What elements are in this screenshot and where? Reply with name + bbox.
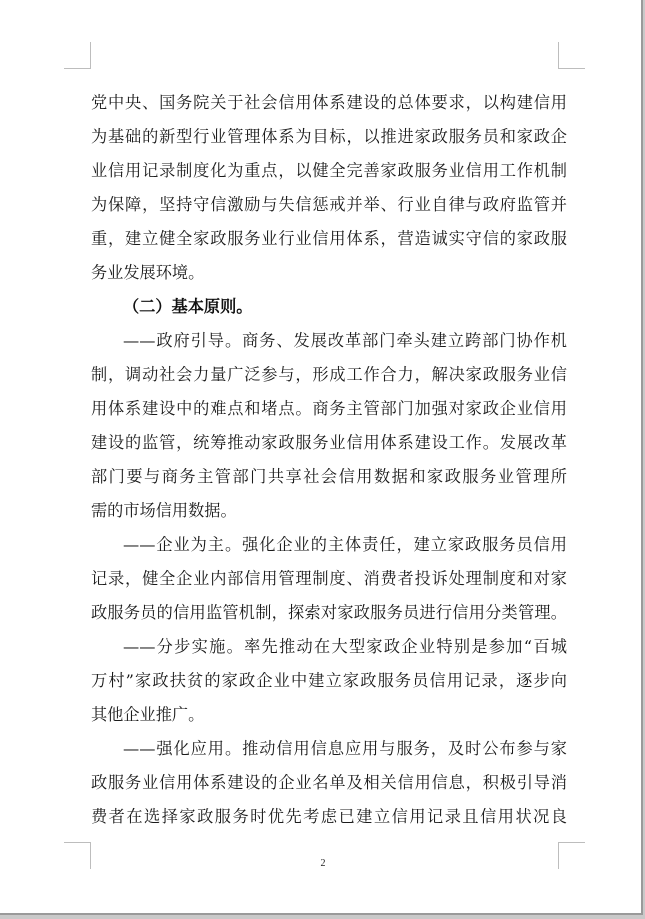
paragraph-line: 部门要与商务主管部门共享社会信用数据和家政服务业管理所 [91, 467, 567, 486]
paragraph-line: 务业发展环境。 [91, 263, 205, 282]
paragraph-line: 为保障，坚持守信激励与失信惩戒并举、行业自律与政府监管并 [91, 195, 567, 214]
paragraph-line: 记录，健全企业内部信用管理制度、消费者投诉处理制度和对家 [91, 569, 567, 588]
paragraph-line: 政服务员的信用监管机制，探索对家政服务员进行信用分类管理。 [91, 603, 567, 622]
crop-mark-bottom-right [558, 842, 585, 869]
paragraph-line: 政服务业信用体系建设的企业名单及相关信用信息，积极引导消 [91, 773, 567, 792]
section-heading: （二）基本原则。 [123, 297, 253, 316]
paragraph-line: 其他企业推广。 [91, 705, 205, 724]
paragraph-line: ——政府引导。商务、发展改革部门牵头建立跨部门协作机 [123, 331, 567, 350]
paragraph-line: 为基础的新型行业管理体系为目标，以推进家政服务员和家政企 [91, 127, 567, 146]
paragraph-line: 党中央、国务院关于社会信用体系建设的总体要求，以构建信用 [91, 93, 567, 112]
paragraph-line: ——企业为主。强化企业的主体责任，建立家政服务员信用 [123, 535, 567, 554]
paragraph-line: 万村”家政扶贫的家政企业中建立家政服务员信用记录，逐步向 [91, 671, 567, 690]
paragraph-line: 建设的监管，统筹推动家政服务业信用体系建设工作。发展改革 [91, 433, 567, 452]
paragraph-line: ——强化应用。推动信用信息应用与服务，及时公布参与家 [123, 739, 567, 758]
paragraph-line: 业信用记录制度化为重点，以健全完善家政服务业信用工作机制 [91, 161, 567, 180]
paragraph-line: 重，建立健全家政服务业行业信用体系，营造诚实守信的家政服 [91, 229, 567, 248]
paragraph-line: 费者在选择家政服务时优先考虑已建立信用记录且信用状况良 [91, 807, 567, 826]
page-number: 2 [320, 858, 326, 869]
crop-mark-top-right [558, 42, 585, 69]
crop-mark-top-left [64, 42, 91, 69]
paragraph-line: 需的市场信用数据。 [91, 501, 237, 520]
paragraph-line: 制，调动社会力量广泛参与，形成工作合力，解决家政服务业信 [91, 365, 567, 384]
paragraph-line: 用体系建设中的难点和堵点。商务主管部门加强对家政企业信用 [91, 399, 567, 418]
paragraph-line: ——分步实施。率先推动在大型家政企业特别是参加“百城 [123, 637, 567, 656]
crop-mark-bottom-left [64, 842, 91, 869]
